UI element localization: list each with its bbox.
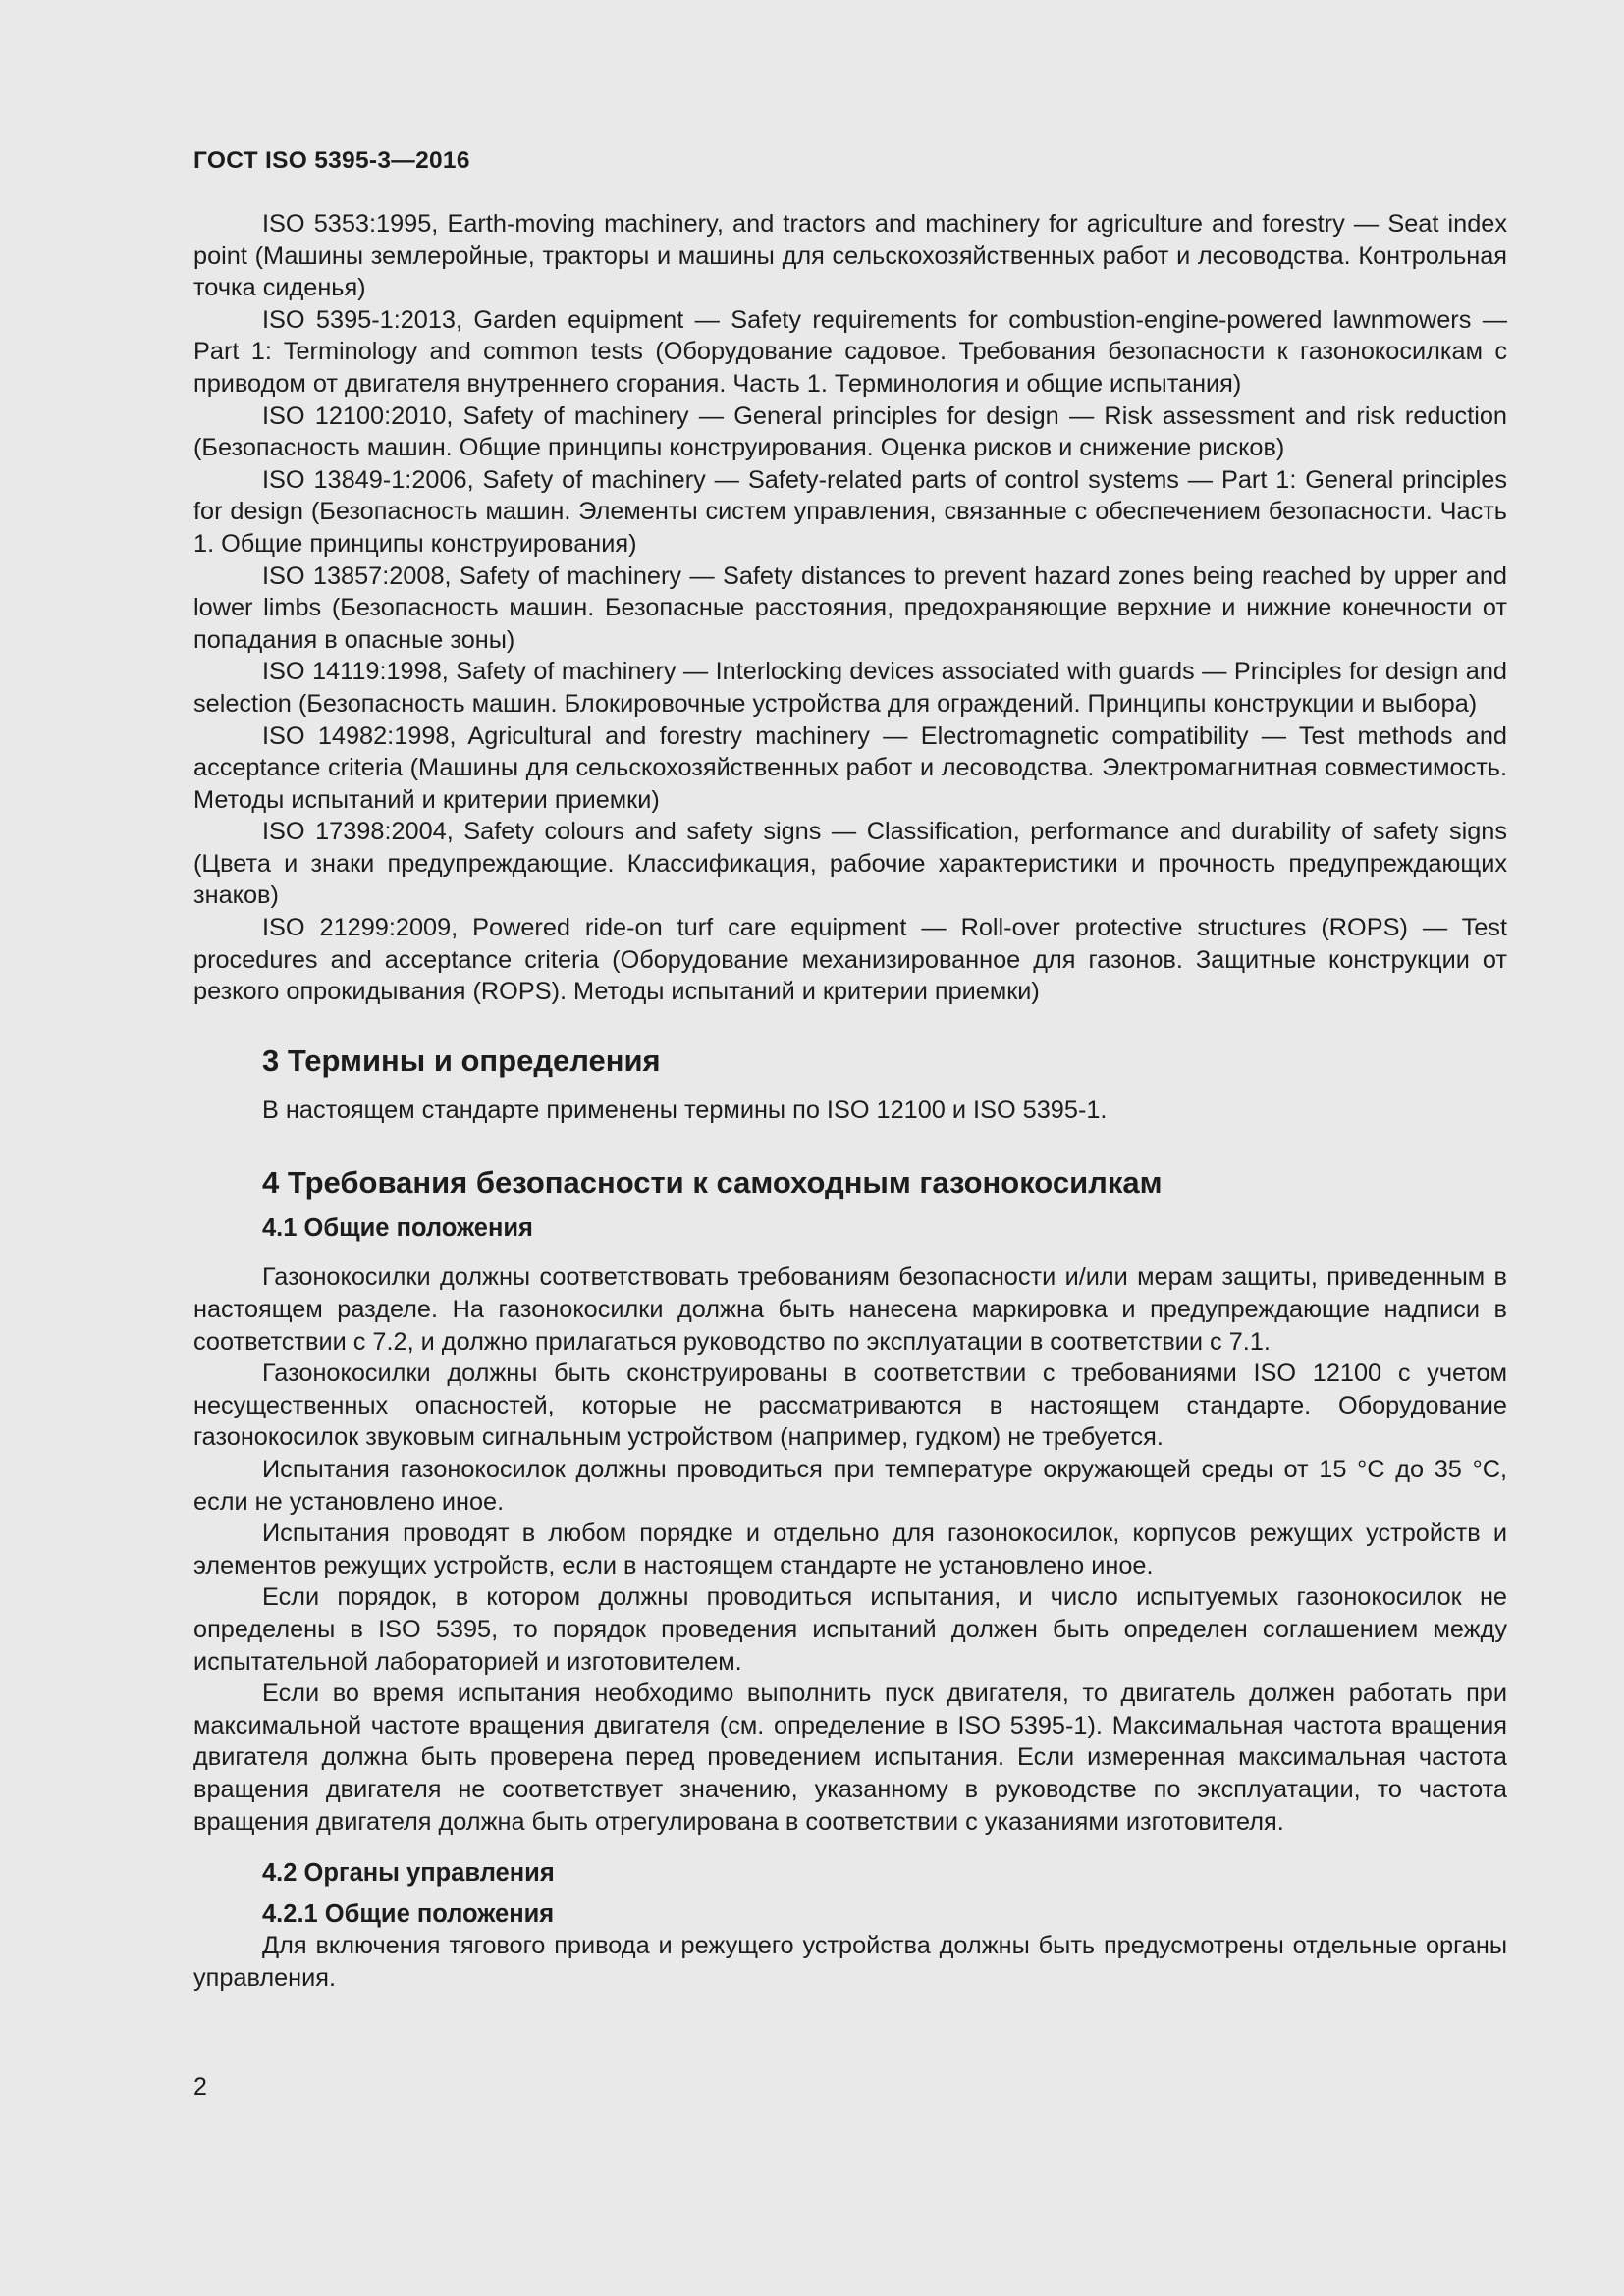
reference-item: ISO 13849-1:2006, Safety of machinery — Safety-related parts of control systems — Part 1: General principles for design (Безопасность машин. Элементы систем управления, связанные с обеспечением безопасности. Часть 1. Общие принципы конструирования) xyxy=(193,465,1507,558)
paragraph: Испытания газонокосилок должны проводиться при температуре окружающей среды от 15 °С до 35 °С, если не установлено иное. xyxy=(193,1456,1507,1516)
paragraph: Если порядок, в котором должны проводиться испытания, и число испытуемых газонокосилок не определены в ISO 5395, то порядок проведения испытаний должен быть определен соглашением между испытательной лабораторией и изготовителем. xyxy=(193,1583,1507,1676)
reference-item: ISO 5353:1995, Earth-moving machinery, and tractors and machinery for agriculture and forestry — Seat index point (Машины землеройные, тракторы и машины для сельскохозяйственных работ и лесоводства. Контрольная точка сиденья) xyxy=(193,210,1507,302)
paragraph: Испытания проводят в любом порядке и отдельно для газонокосилок, корпусов режущих устройств и элементов режущих устройств, если в настоящем стандарте не установлено иное. xyxy=(193,1520,1507,1579)
section-4-2-1-heading: 4.2.1 Общие положения xyxy=(262,1900,555,1929)
normative-references xyxy=(193,208,1507,1008)
paragraph: Газонокосилки должны быть сконструированы в соответствии с требованиями ISO 12100 с учетом несущественных опасностей, которые не рассматриваются в настоящем стандарте. Оборудование газонокосилок звуковым сигнальным устройством (например, гудком) не требуется. xyxy=(193,1360,1507,1452)
reference-item: ISO 17398:2004, Safety colours and safety signs — Classification, performance and durability of safety signs (Цвета и знаки предупреждающие. Классификация, рабочие характеристики и прочность предупреждающих знаков) xyxy=(193,818,1507,910)
reference-item: ISO 5395-1:2013, Garden equipment — Safety requirements for combustion-engine-powered lawnmowers — Part 1: Terminology and common tests (Оборудование садовое. Требования безопасности к газонокосилкам с приводом от двигателя внутреннего сгорания. Часть 1. Терминология и общие испытания) xyxy=(193,305,1507,398)
page-number: 2 xyxy=(193,2073,207,2101)
reference-item: ISO 14119:1998, Safety of machinery — Interlocking devices associated with guards — Principles for design and selection (Безопасность машин. Блокировочные устройства для ограждений. Принципы конструкции и выбора) xyxy=(193,658,1507,718)
section-4-2-1-body xyxy=(193,1930,1507,1994)
reference-item: ISO 12100:2010, Safety of machinery — General principles for design — Risk assessment and risk reduction (Безопасность машин. Общие принципы конструирования. Оценка рисков и снижение рисков) xyxy=(193,401,1507,462)
section-4-1-body xyxy=(193,1261,1507,1838)
section-4-1-heading: 4.1 Общие положения xyxy=(262,1214,533,1243)
paragraph: Газонокосилки должны соответствовать требованиям безопасности и/или мерам защиты, приведенным в настоящем разделе. На газонокосилки должна быть нанесена маркировка и предупреждающие надписи в соответствии с 7.2, и должно прилагаться руководство по эксплуатации в соответствии с 7.1. xyxy=(193,1263,1507,1356)
section-4-2-heading: 4.2 Органы управления xyxy=(262,1859,555,1888)
document-page xyxy=(193,147,1507,1994)
section-4-heading: 4 Требования безопасности к самоходным газонокосилкам xyxy=(262,1165,1163,1201)
reference-item: ISO 21299:2009, Powered ride-on turf care equipment — Roll-over protective structures (ROPS) — Test procedures and acceptance criteria (Оборудование механизированное для газонов. Защитные конструкции от резкого опрокидывания (ROPS). Методы испытаний и критерии приемки) xyxy=(193,914,1507,1006)
section-3-text: В настоящем стандарте применены термины по ISO 12100 и ISO 5395-1. xyxy=(262,1095,1108,1124)
section-3-heading: 3 Термины и определения xyxy=(262,1042,661,1078)
document-header: ГОСТ ISO 5395-3—2016 xyxy=(193,147,470,174)
paragraph: Для включения тягового привода и режущего устройства должны быть предусмотрены отдельные органы управления. xyxy=(193,1932,1507,1992)
reference-item: ISO 13857:2008, Safety of machinery — Safety distances to prevent hazard zones being reached by upper and lower limbs (Безопасность машин. Безопасные расстояния, предохраняющие верхние и нижние конечности от попадания в опасные зоны) xyxy=(193,561,1507,654)
reference-item: ISO 14982:1998, Agricultural and forestry machinery — Electromagnetic compatibility — Test methods and acceptance criteria (Машины для сельскохозяйственных работ и лесоводства. Электромагнитная совместимость. Методы испытаний и критерии приемки) xyxy=(193,721,1507,814)
paragraph: Если во время испытания необходимо выполнить пуск двигателя, то двигатель должен работать при максимальной частоте вращения двигателя (см. определение в ISO 5395-1). Максимальная частота вращения двигателя должна быть проверена перед проведением испытания. Если измеренная максимальная частота вращения двигателя не соответствует значению, указанному в руководстве по эксплуатации, то частота вращения двигателя должна быть отрегулирована в соответствии с указаниями изготовителя. xyxy=(193,1680,1507,1836)
